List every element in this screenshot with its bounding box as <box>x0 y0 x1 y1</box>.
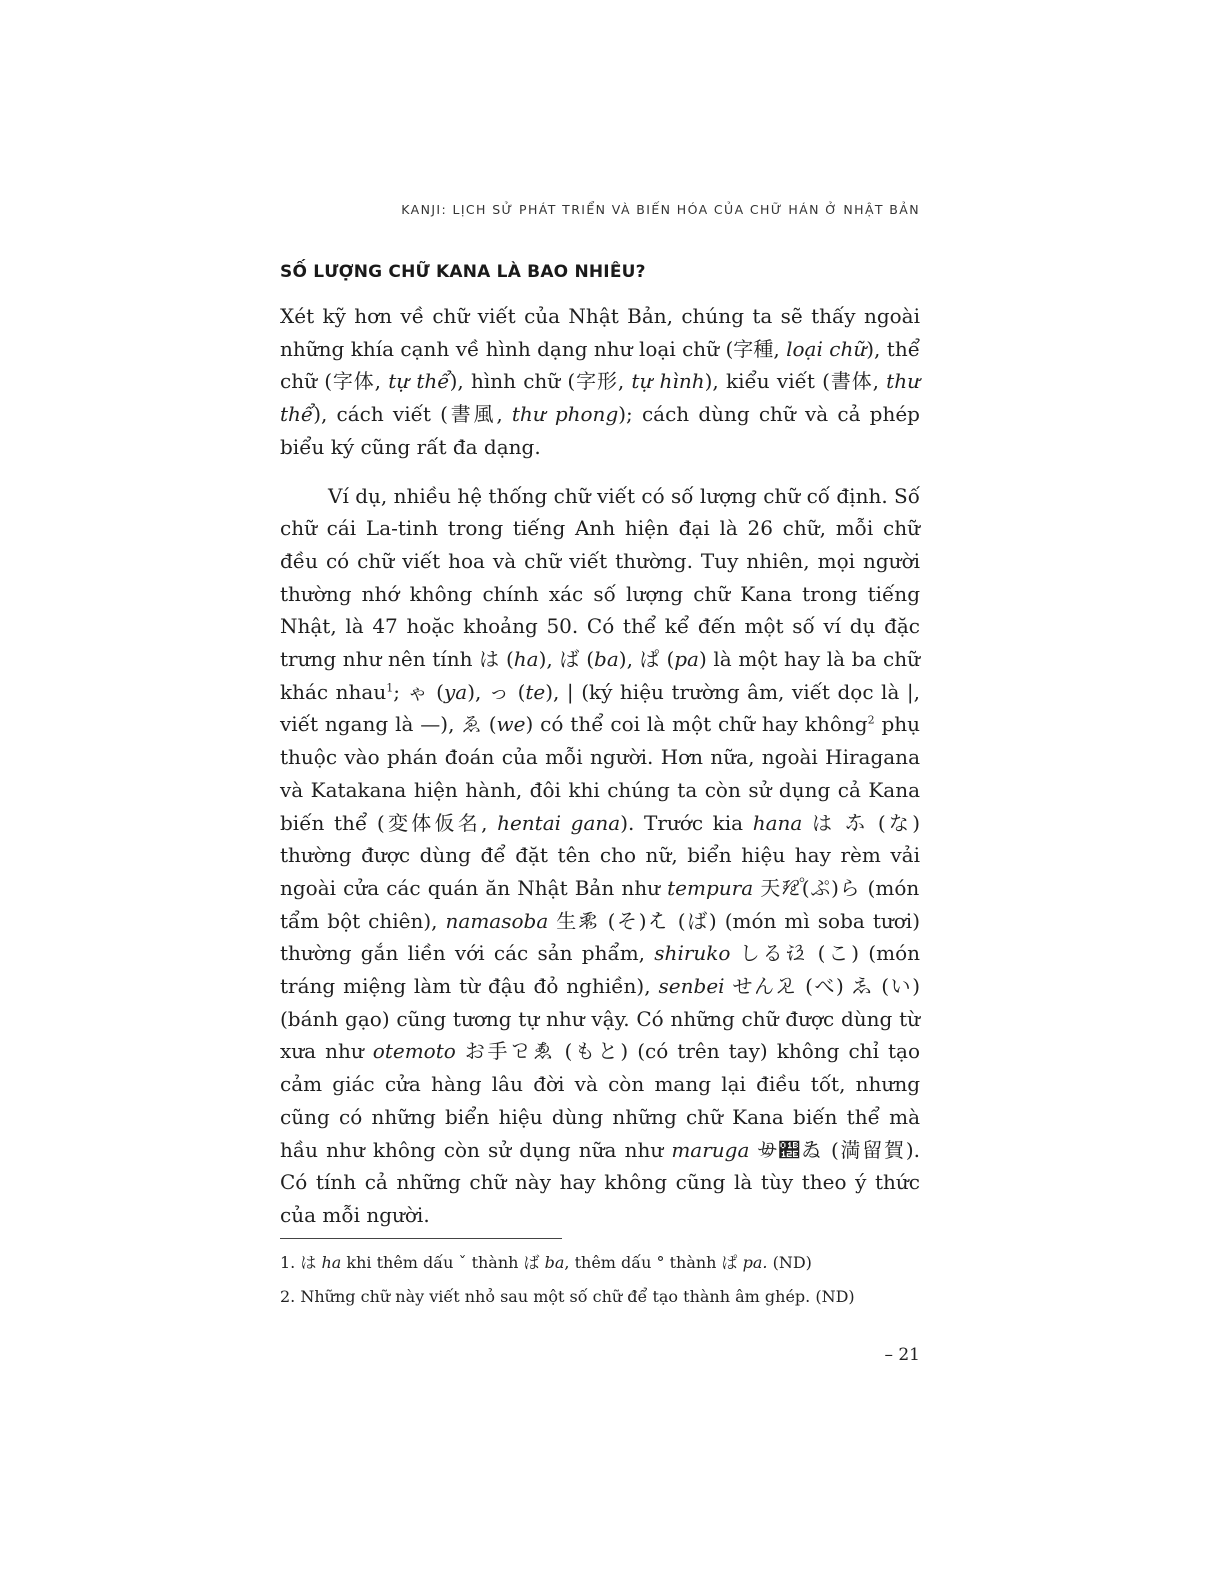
italic-term: ha <box>513 647 539 672</box>
text-run: 生𛄁 (そ)𛂦 (ば) (món mì soba tươi) thường gắn liền với các sản phẩm, <box>280 908 920 966</box>
italic-term: maruga <box>671 1137 750 1162</box>
text-run: ) có thể coi là một chữ hay không <box>525 712 868 737</box>
italic-term: pa. <box>742 1253 768 1272</box>
italic-term: shiruko <box>654 941 731 966</box>
section-title: SỐ LƯỢNG CHỮ KANA LÀ BAO NHIÊU? <box>280 262 646 282</box>
text-run: ). Trước kia <box>620 810 753 835</box>
italic-term: tự thể <box>388 369 450 394</box>
italic-term: ya <box>443 679 468 704</box>
text-run: は 𛂁 (な) thường được dùng để đặt tên cho nữ, biển hiệu hay rèm vải ngoài cửa các quán ăn Nhật Bản như <box>280 810 920 900</box>
text-run: ), hình chữ (字形, <box>449 369 632 394</box>
running-header: KANJI: LỊCH SỬ PHÁT TRIỂN VÀ BIẾN HÓA CỦA CHỮ HÁN Ở NHẬT BẢN <box>401 202 920 217</box>
footnote-text: Những chữ này viết nhỏ sau một số chữ để tạo thành âm ghép. (ND) <box>300 1287 855 1306</box>
text-run: ), cách viết (書風, <box>313 402 512 427</box>
italic-term: pa <box>674 647 699 672</box>
footnote-1 <box>280 1252 920 1274</box>
footnote-ref[interactable]: 2 <box>867 713 875 727</box>
text-run: , thêm dấu ° thành ぱ <box>564 1253 743 1272</box>
text-run: しる𛀻 (こ) (món tráng miệng làm từ đậu đỏ nghiền), <box>280 941 920 999</box>
footnote-ref[interactable]: 1 <box>386 681 394 695</box>
italic-term: ba <box>544 1253 565 1272</box>
text-run: せん𛃎 (べ) 𛀅 (い) (bánh gạo) cũng tương tự như vậy. Có những chữ được dùng từ xưa như <box>280 974 920 1064</box>
text-run: ), kiểu viết (書体, <box>704 369 887 394</box>
italic-term: hentai gana <box>497 810 621 835</box>
italic-term: loại chữ <box>786 336 867 361</box>
text-run: ), ば ( <box>538 647 595 672</box>
italic-term: we <box>496 712 526 737</box>
footnote-number: 2. <box>280 1287 296 1306</box>
text-run: ), っ ( <box>467 679 526 704</box>
italic-term: otemoto <box>372 1039 456 1064</box>
footnote-number: 1. <box>280 1253 296 1272</box>
text-run: Ví dụ, nhiều hệ thống chữ viết có số lượng chữ cố định. Số chữ cái La-tinh trong tiếng Anh hiện đại là 26 chữ, mỗi chữ đều có chữ viết hoa và chữ viết thường. Tuy nhiên, mọi người thường nhớ không chính xác số lượng chữ Kana trong tiếng Nhật, là 47 hoặc khoảng 50. Có thể kể đến một số ví dụ đặc trưng như nên tính は ( <box>280 483 920 672</box>
text-run: phụ thuộc vào phán đoán của mỗi người. Hơn nữa, ngoài Hiragana và Katakana hiện hành, đôi khi chúng ta còn sử dụng cả Kana biến thể (変体仮名, <box>280 712 921 835</box>
paragraph-1 <box>280 300 920 464</box>
italic-term: tempura <box>667 875 754 900</box>
page-number: – 21 <box>884 1345 920 1365</box>
paragraph-2 <box>280 480 920 1232</box>
italic-term: namasoba <box>445 908 549 933</box>
italic-term: te <box>525 679 546 704</box>
text-run: 天𛃵゚(ぷ)ら (món tẩm bột chiên), <box>280 875 920 933</box>
text-run: ) là một hay là ba chữ khác nhau <box>280 647 920 704</box>
italic-term: senbei <box>658 974 725 999</box>
text-run: ), thể chữ (字体, <box>280 336 921 394</box>
text-run: ); cách dùng chữ và cả phép biểu ký cũng rất đa dạng. <box>280 402 920 459</box>
text-run: 𛃗𛄮𛁁 (満留賀). Có tính cả những chữ này hay không cũng là tùy theo ý thức của mỗi người. <box>280 1137 920 1227</box>
text-run: Xét kỹ hơn về chữ viết của Nhật Bản, chúng ta sẽ thấy ngoài những khía cạnh về hình dạng như loại chữ (字種, <box>280 304 920 361</box>
text-run: ), | (ký hiệu trường âm, viết dọc là |, viết ngang là —), ゑ ( <box>280 679 920 737</box>
text-run: (ND) <box>767 1253 812 1272</box>
text-run: お手𛄌𛄒 (もと) (có trên tay) không chỉ tạo cảm giác cửa hàng lâu đời và còn mang lại điều tốt, nhưng cũng có những biển hiệu dùng những chữ Kana biến thể mà hầu như không còn sử dụng nữa như <box>280 1039 920 1162</box>
footnote-2 <box>280 1286 920 1308</box>
italic-term: ba <box>594 647 619 672</box>
text-run: ), ぱ ( <box>618 647 675 672</box>
italic-term: tự hình <box>631 369 705 394</box>
text-run: khi thêm dấu ˇ thành ば <box>341 1253 545 1272</box>
italic-term: hana <box>752 810 803 835</box>
italic-term: thư thể <box>280 369 920 427</box>
italic-term: ha <box>321 1253 342 1272</box>
footnotes <box>280 1252 920 1320</box>
text-run: ; ゃ ( <box>393 679 444 704</box>
italic-term: thư phong <box>511 402 619 427</box>
body-text <box>280 300 920 1232</box>
text-run: は <box>300 1253 322 1272</box>
footnote-divider <box>280 1238 562 1239</box>
